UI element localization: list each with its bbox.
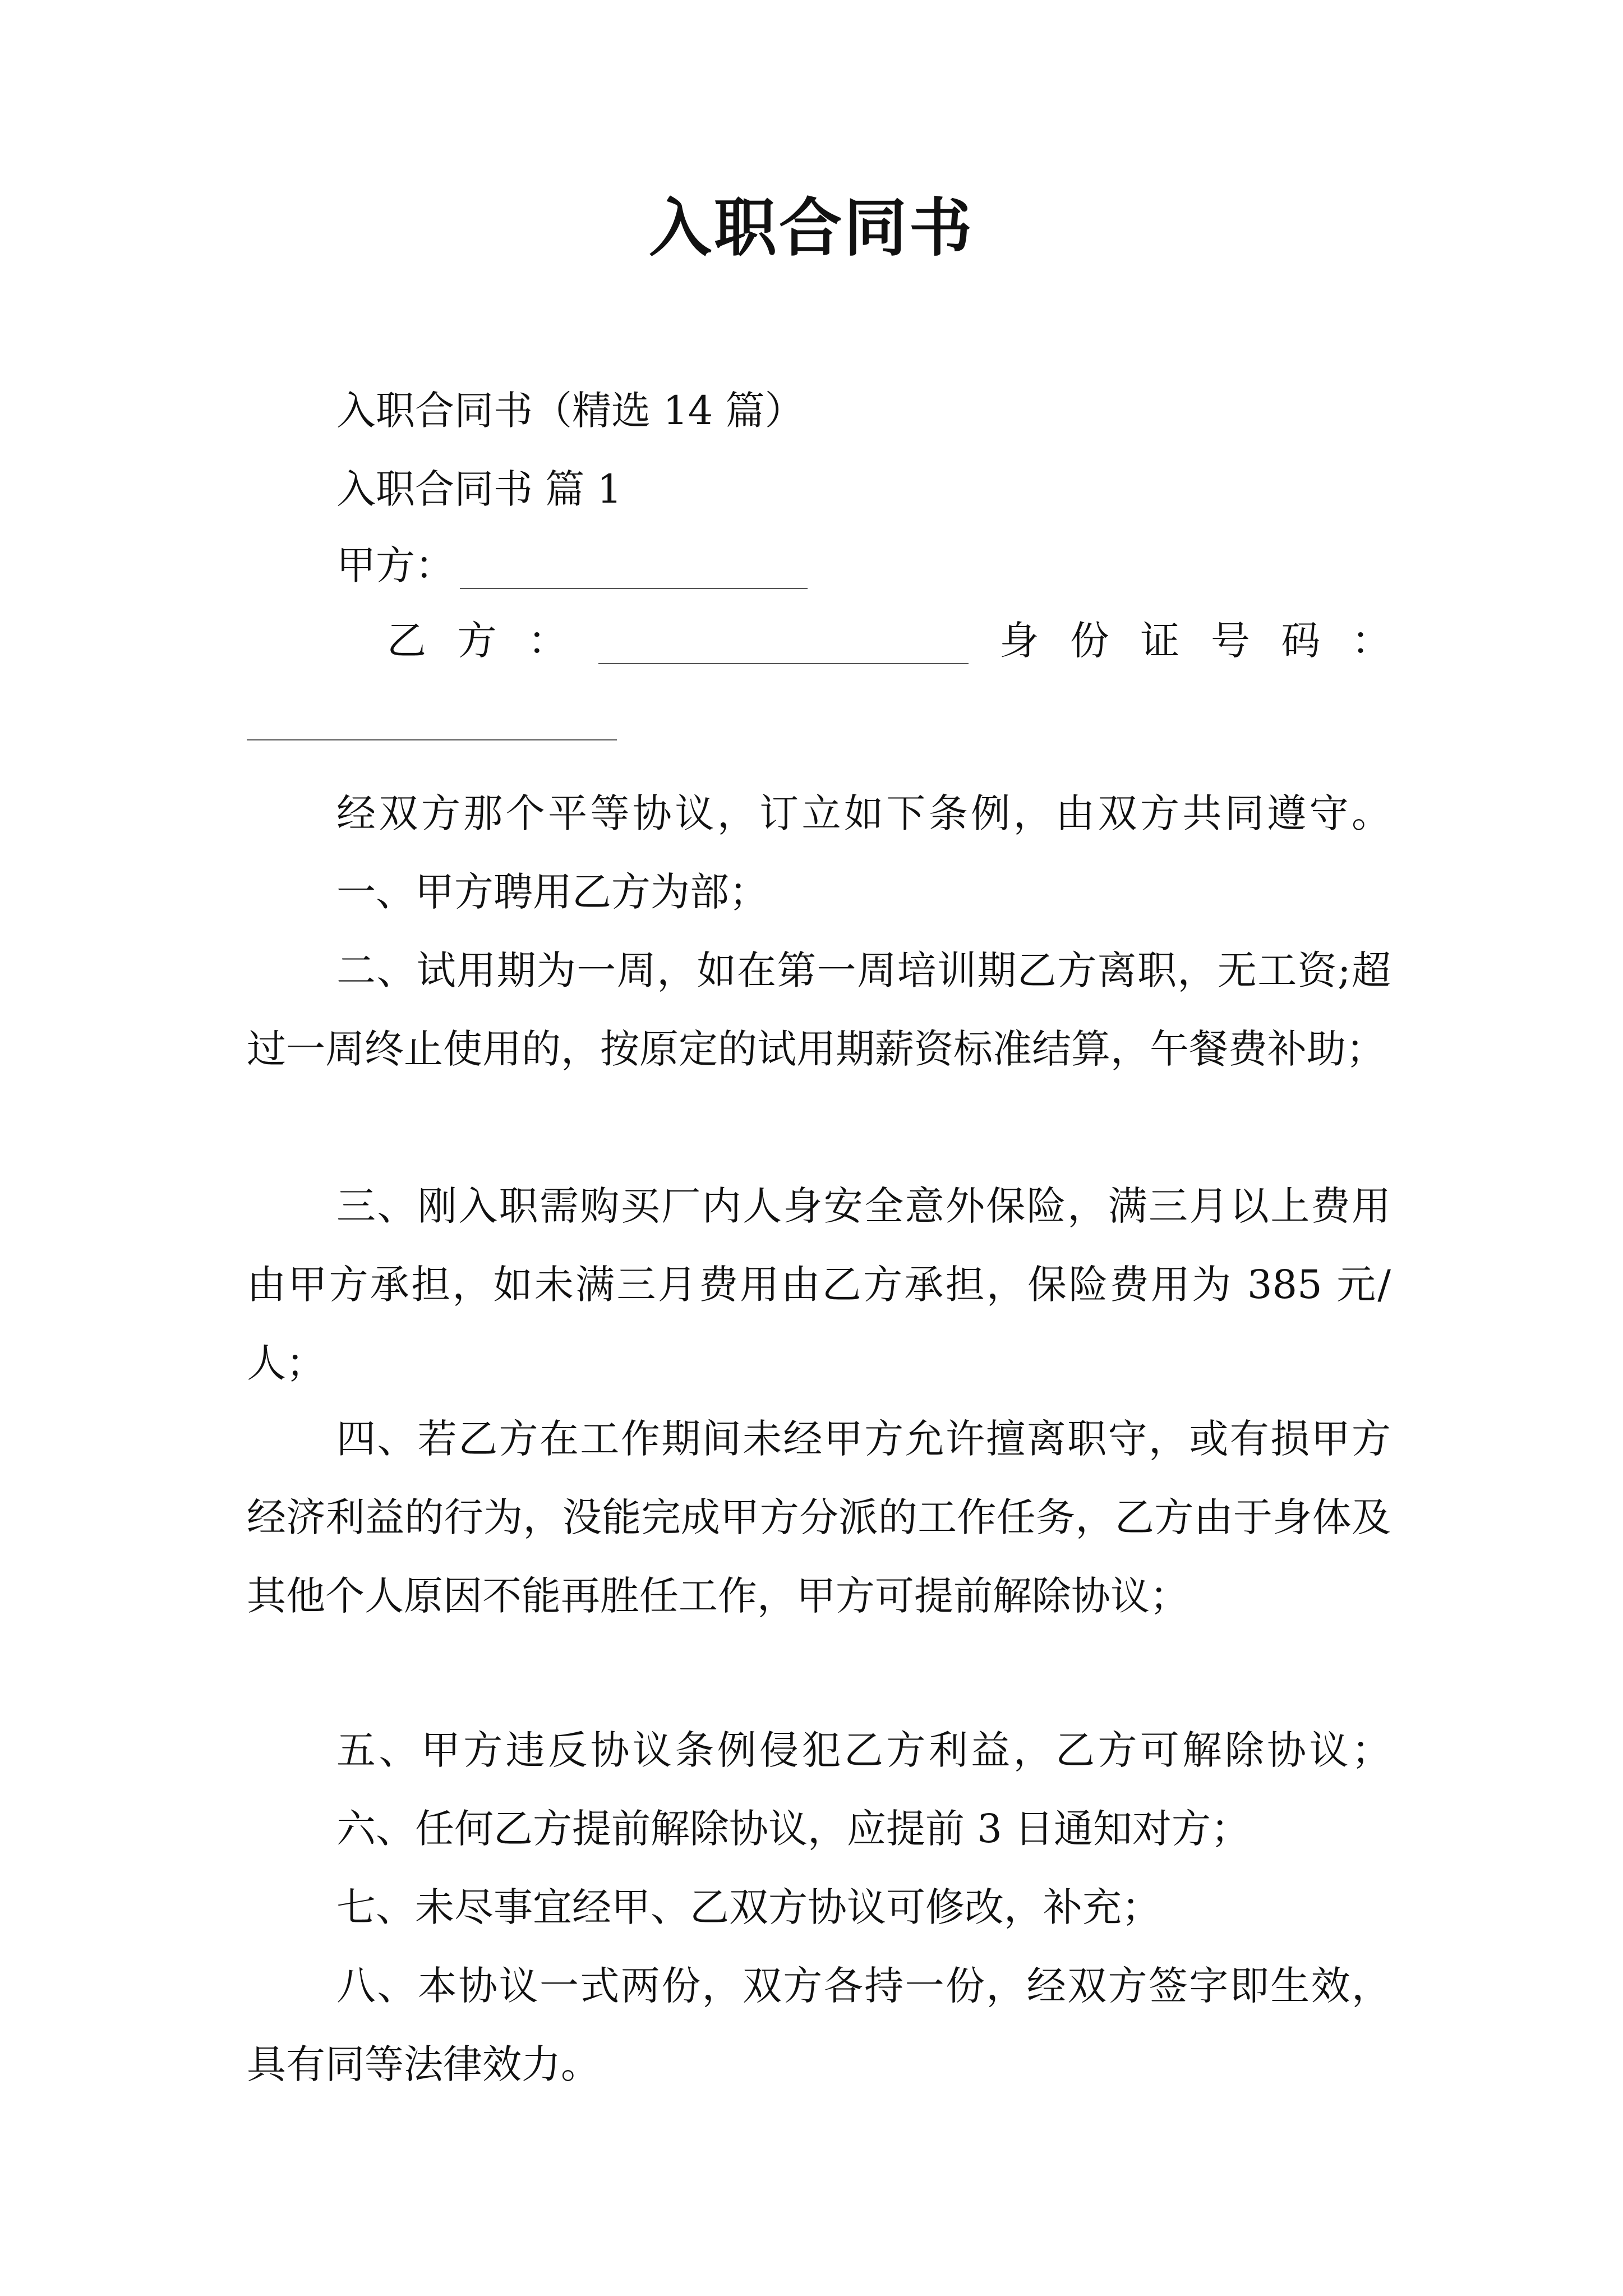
- clause-8: 八、本协议一式两份，双方各持一份，经双方签字即生效，具有同等法律效力。: [247, 1963, 1391, 2087]
- party-a-line: [336, 542, 1391, 589]
- party-a-label: 甲方：: [336, 542, 454, 588]
- party-b-line: [387, 617, 1391, 664]
- document-title: 入职合同书: [649, 191, 974, 265]
- clause-6: 六、任何乙方提前解除协议，应提前 3 日通知对方；: [336, 1806, 1251, 1852]
- party-b-char: 乙: [387, 618, 426, 664]
- id-number-char: 证: [1140, 618, 1180, 664]
- id-number-char: 号: [1210, 618, 1250, 664]
- id-number-char: 身: [999, 618, 1039, 664]
- section-heading: 入职合同书 篇 1: [336, 466, 623, 512]
- party-b-blank[interactable]: [598, 624, 969, 664]
- party-b-char: 方: [457, 618, 497, 664]
- id-number-char: 份: [1069, 618, 1109, 664]
- document-subtitle: 入职合同书（精选 14 篇）: [336, 388, 804, 434]
- clause-7: 七、未尽事宜经甲、乙双方协议可修改，补充；: [336, 1884, 1161, 1930]
- clause-3: 三、刚入职需购买厂内人身安全意外保险，满三月以上费用由甲方承担，如未满三月费用由乙方承担，保险费用为 385 元/人；: [247, 1183, 1391, 1386]
- party-a-blank[interactable]: [460, 549, 808, 589]
- id-number-char: 码: [1281, 618, 1321, 664]
- party-b-char: ：: [528, 618, 568, 664]
- clause-5: 五、甲方违反协议条例侵犯乙方利益，乙方可解除协议；: [336, 1727, 1391, 1773]
- clause-1: 一、甲方聘用乙方为部；: [336, 869, 768, 915]
- clause-2: 二、试用期为一周，如在第一周培训期乙方离职，无工资;超过一周终止使用的，按原定的试用期薪资标准结算，午餐费补助；: [247, 947, 1391, 1072]
- intro-paragraph: 经双方那个平等协议，订立如下条例，由双方共同遵守。: [336, 790, 1391, 836]
- id-number-char: ：: [1351, 618, 1391, 664]
- id-number-blank[interactable]: [247, 739, 617, 740]
- clause-4: 四、若乙方在工作期间未经甲方允许擅离职守，或有损甲方经济利益的行为，没能完成甲方分派的工作任务，乙方由于身体及其他个人原因不能再胜任工作，甲方可提前解除协议；: [247, 1416, 1391, 1619]
